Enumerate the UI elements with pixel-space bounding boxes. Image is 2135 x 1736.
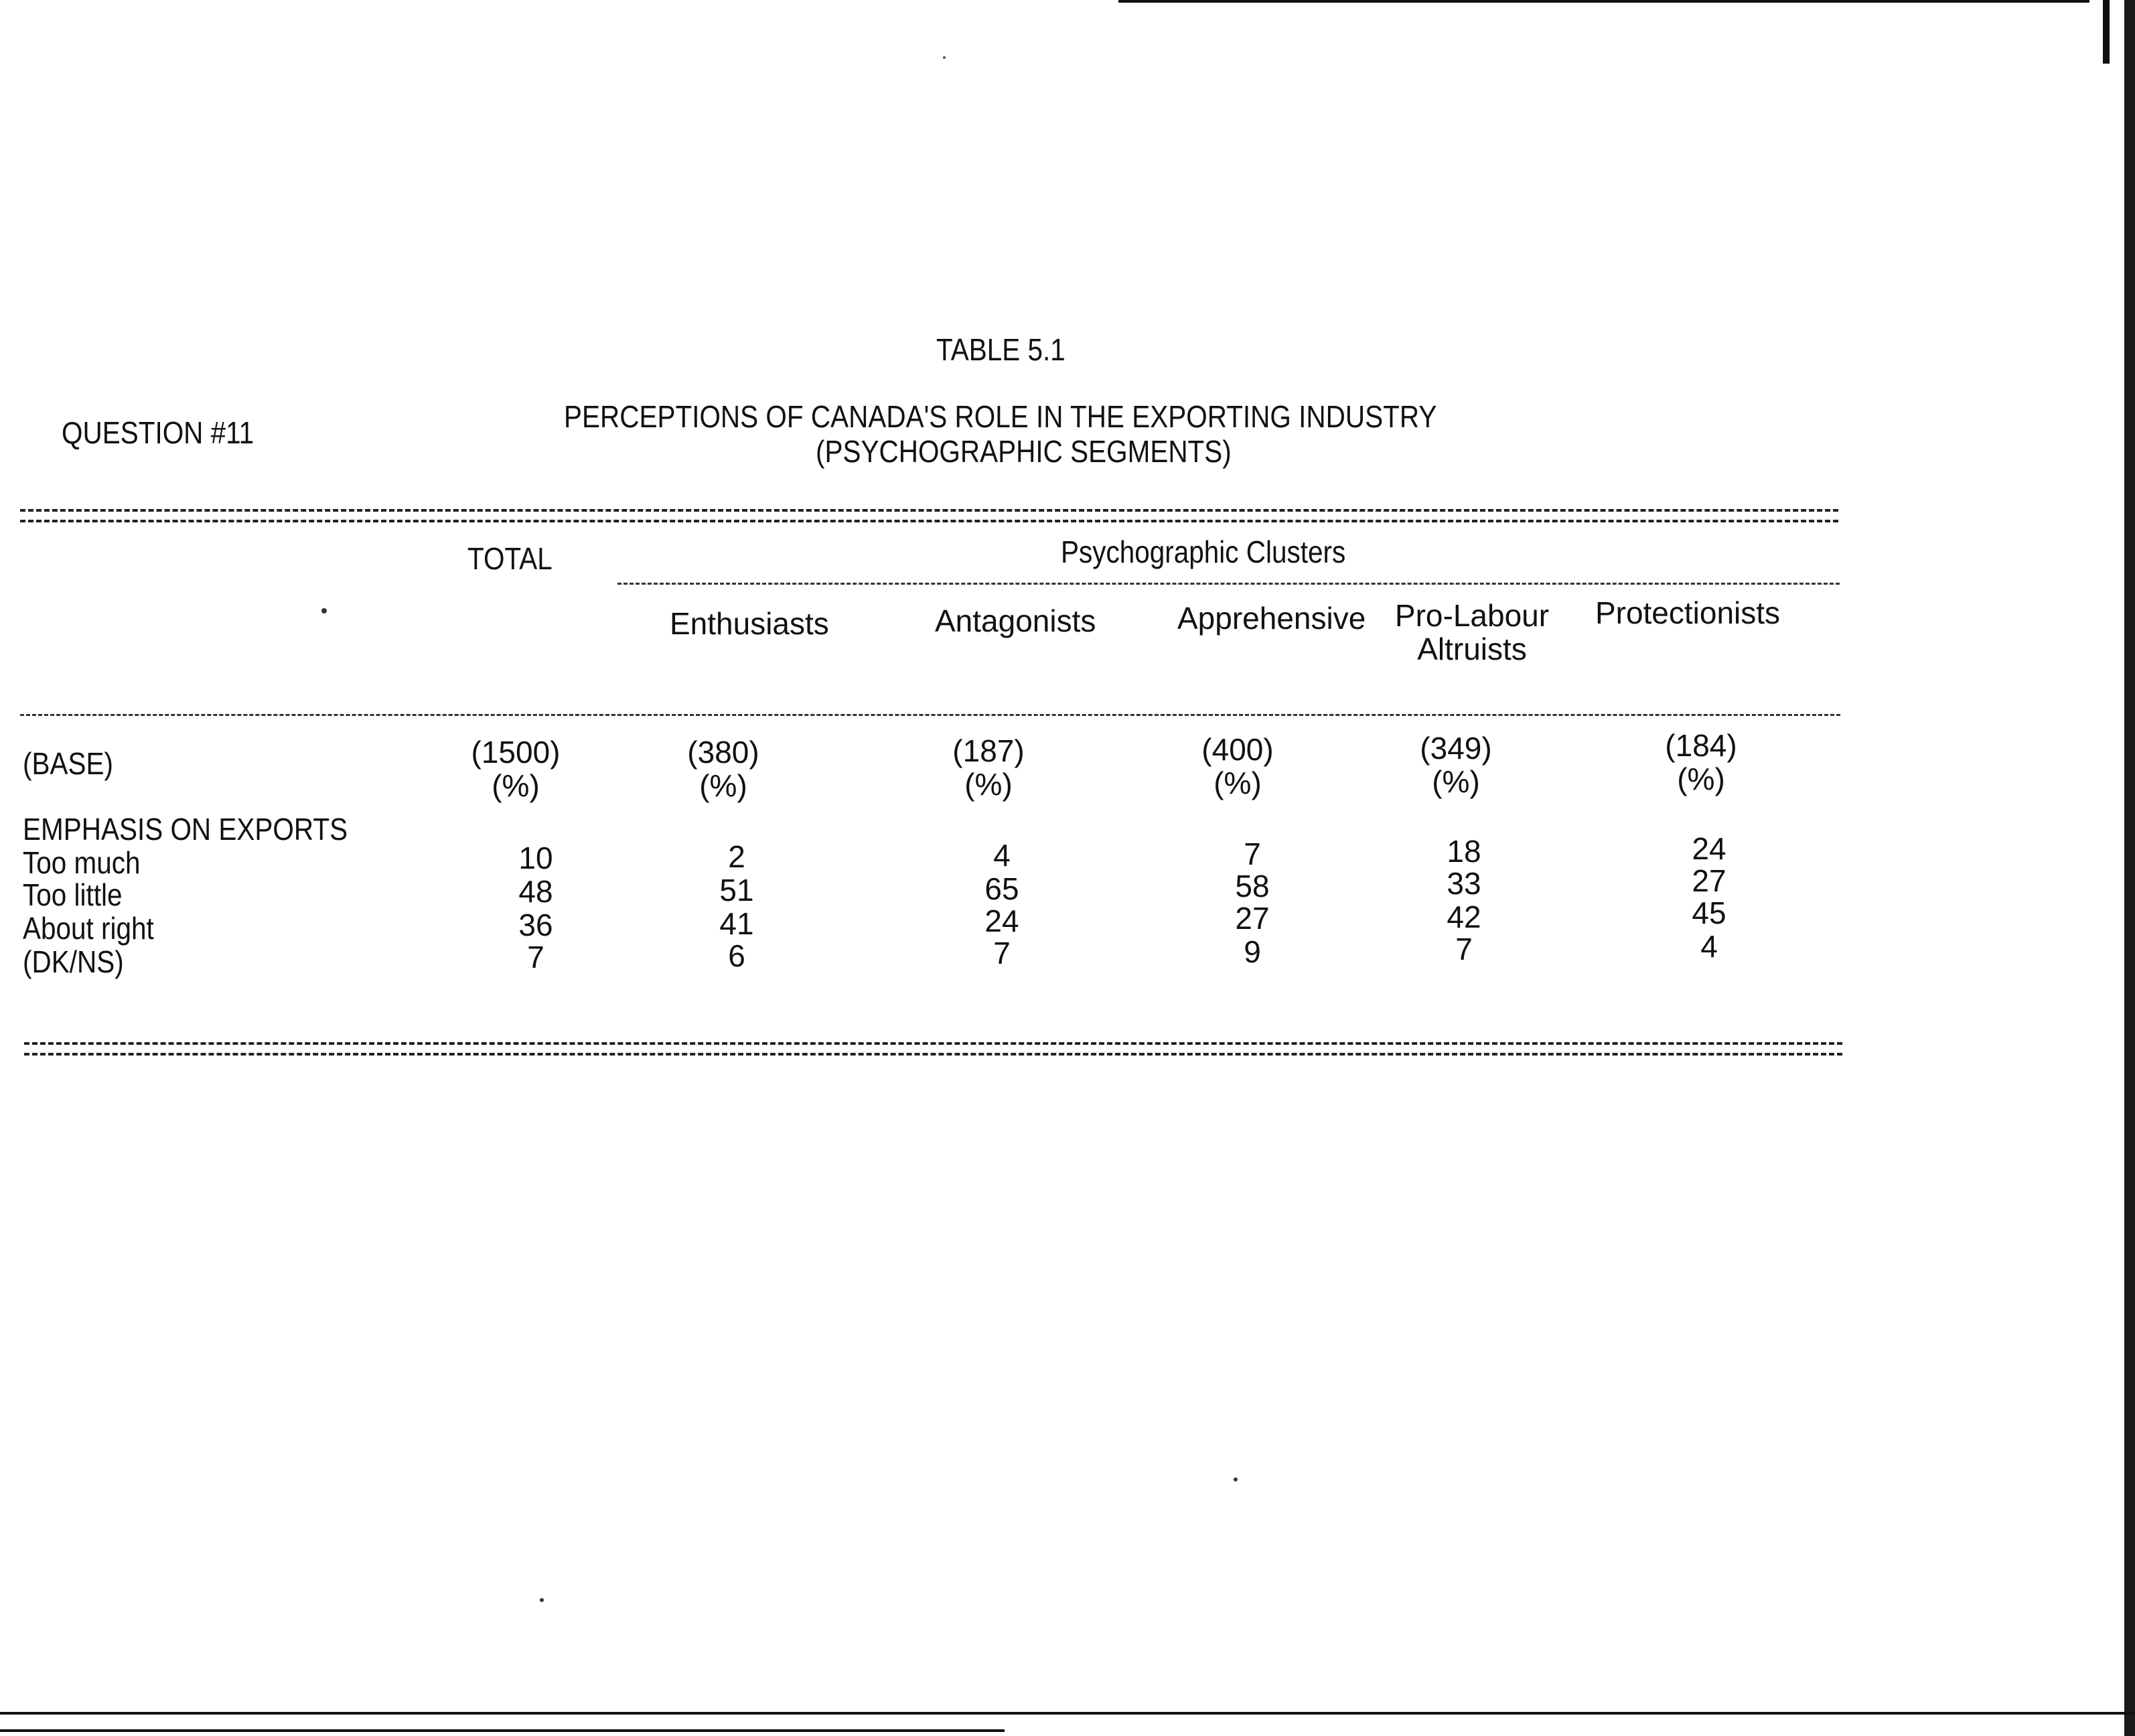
base-antagonists: (187) (%) xyxy=(952,733,1025,802)
cell-enthusiasts: 6 xyxy=(728,938,745,973)
cell-total: 10 xyxy=(518,841,553,875)
row-label: (DK/NS) xyxy=(23,944,124,979)
table-number: TABLE 5.1 xyxy=(936,332,1065,367)
bottom-double-rule xyxy=(24,1042,1842,1056)
cell-total: 48 xyxy=(518,874,553,909)
scan-speck xyxy=(540,1598,544,1602)
cell-protectionists: 4 xyxy=(1700,929,1718,964)
cell-pro-labour-altruists: 33 xyxy=(1447,866,1481,901)
header-protectionists: Protectionists xyxy=(1595,595,1781,630)
row-label: About right xyxy=(23,911,154,946)
top-double-rule xyxy=(20,509,1838,522)
scan-edge-right xyxy=(2124,0,2135,1736)
base-total: (1500) (%) xyxy=(471,735,561,803)
cell-protectionists: 24 xyxy=(1692,831,1726,866)
cell-enthusiasts: 51 xyxy=(719,873,754,908)
header-bottom-rule xyxy=(20,714,1840,716)
cell-apprehensive: 27 xyxy=(1235,901,1270,936)
section-label: EMPHASIS ON EXPORTS xyxy=(23,812,348,847)
cell-pro-labour-altruists: 18 xyxy=(1447,834,1481,869)
base-pro-labour-altruists: (349) (%) xyxy=(1420,731,1492,799)
cell-antagonists: 4 xyxy=(993,838,1011,873)
cell-pro-labour-altruists: 42 xyxy=(1447,899,1481,934)
cell-antagonists: 7 xyxy=(993,936,1011,970)
cell-total: 7 xyxy=(527,940,544,974)
table-title: PERCEPTIONS OF CANADA'S ROLE IN THE EXPORTING INDUSTRY xyxy=(564,399,1437,434)
base-apprehensive: (400) (%) xyxy=(1201,732,1274,800)
cluster-group-rule xyxy=(617,583,1840,585)
cell-pro-labour-altruists: 7 xyxy=(1455,932,1473,966)
total-column-header: TOTAL xyxy=(467,541,553,576)
table-subtitle: (PSYCHOGRAPHIC SEGMENTS) xyxy=(816,434,1232,469)
base-enthusiasts: (380) (%) xyxy=(687,735,759,803)
question-label: QUESTION #11 xyxy=(62,415,254,450)
header-apprehensive: Apprehensive xyxy=(1177,601,1366,636)
cell-apprehensive: 7 xyxy=(1244,837,1261,871)
cell-enthusiasts: 41 xyxy=(719,906,754,941)
scan-edge-top xyxy=(1118,0,2089,3)
cell-protectionists: 45 xyxy=(1692,895,1726,930)
cell-apprehensive: 9 xyxy=(1244,934,1261,969)
cell-total: 36 xyxy=(518,908,553,942)
row-label: Too much xyxy=(23,845,141,880)
base-row-label: (BASE) xyxy=(23,746,113,781)
scan-edge-bottom-line xyxy=(0,1729,1005,1732)
cell-apprehensive: 58 xyxy=(1235,869,1270,903)
scan-speck xyxy=(943,56,946,59)
header-pro-labour-altruists: Pro-Labour Altruists xyxy=(1394,598,1550,666)
scan-edge-right-mark xyxy=(2103,0,2110,64)
base-protectionists: (184) (%) xyxy=(1665,728,1737,796)
cell-enthusiasts: 2 xyxy=(728,839,745,874)
row-label: Too little xyxy=(23,877,123,912)
scan-speck xyxy=(1234,1477,1238,1481)
header-enthusiasts: Enthusiasts xyxy=(670,606,829,641)
scan-edge-bottom xyxy=(0,1712,2135,1715)
cluster-group-header: Psychographic Clusters xyxy=(1061,534,1346,569)
scan-speck xyxy=(321,608,327,613)
header-antagonists: Antagonists xyxy=(935,603,1096,638)
cell-protectionists: 27 xyxy=(1692,863,1726,898)
cell-antagonists: 65 xyxy=(984,871,1019,906)
cell-antagonists: 24 xyxy=(984,903,1019,938)
